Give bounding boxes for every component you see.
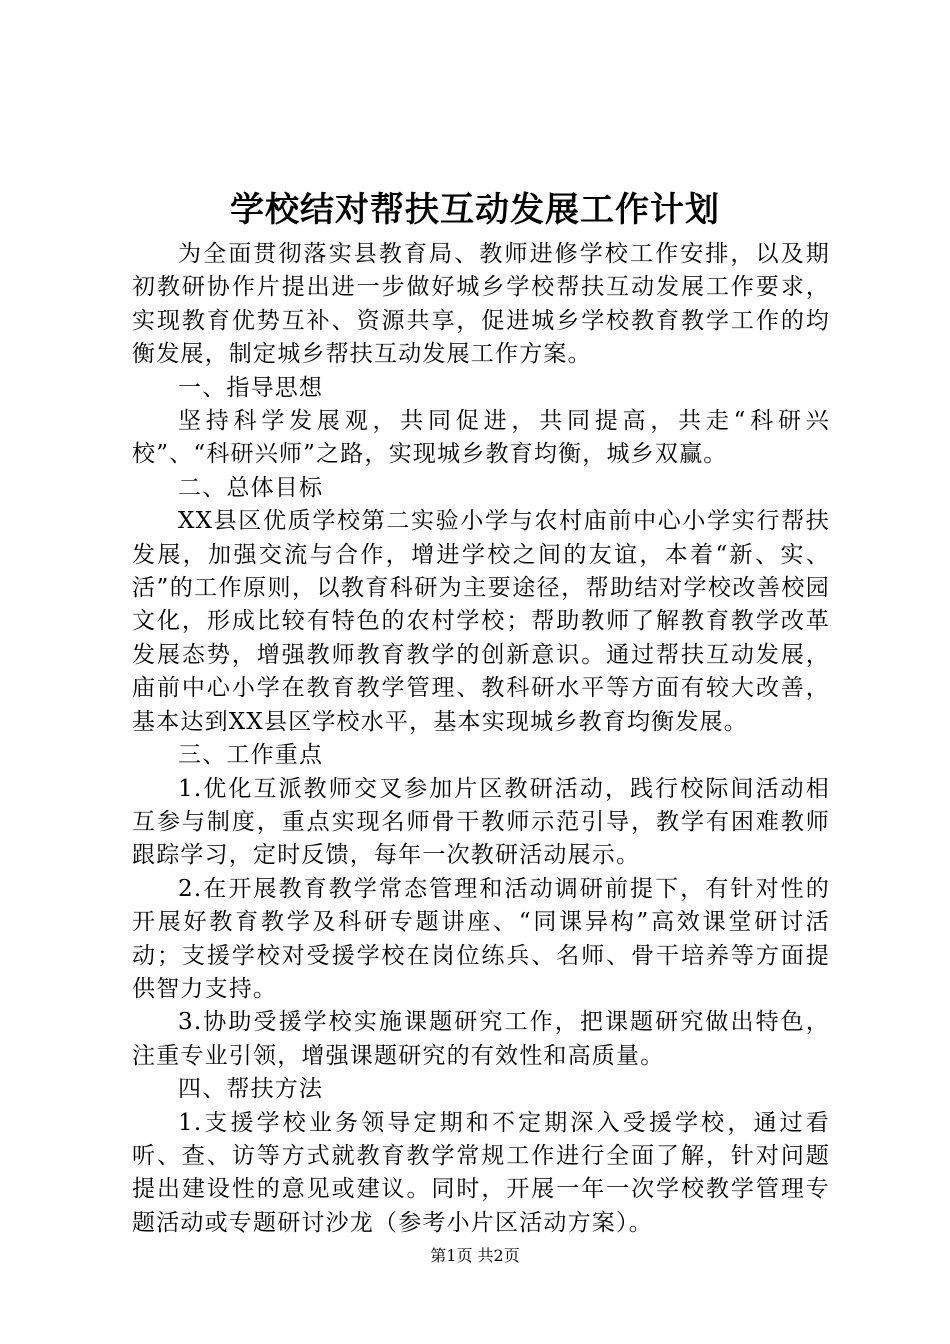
paragraph-work-focus-3: 3.协助受援学校实施课题研究工作，把课题研究做出特色，注重专业引领，增强课题研究的有效性和高质量。 <box>132 1009 830 1069</box>
paragraph-work-focus-1: 1.优化互派教师交叉参加片区教研活动，践行校际间活动相互参与制度，重点实现名师骨干教师示范引导，教学有困难教师跟踪学习，定时反馈，每年一次教研活动展示。 <box>132 775 830 869</box>
paragraph-guiding-thought: 坚持科学发展观，共同促进，共同提高，共走“科研兴校”、“科研兴师”之路，实现城乡教育均衡，城乡双赢。 <box>132 408 830 468</box>
paragraph-work-focus-2: 2.在开展教育教学常态管理和活动调研前提下，有针对性的开展好教育教学及科研专题讲座、“同课异构”高效课堂研讨活动；支援学校对受援学校在岗位练兵、名师、骨干培养等方面提供智力支持。 <box>132 875 830 1002</box>
document-body <box>132 238 830 1240</box>
paragraph-methods-1: 1.支援学校业务领导定期和不定期深入受援学校，通过看听、查、访等方式就教育教学常规工作进行全面了解，针对问题提出建设性的意见或建议。同时，开展一年一次学校教学管理专题活动或专题研讨沙龙（参考小片区活动方案）。 <box>132 1109 830 1236</box>
document-title: 学校结对帮扶互动发展工作计划 <box>230 190 720 230</box>
paragraph-intro: 为全面贯彻落实县教育局、教师进修学校工作安排，以及期初教研协作片提出进一步做好城乡学校帮扶互动发展工作要求，实现教育优势互补、资源共享，促进城乡学校教育教学工作的均衡发展，制定城乡帮扶互动发展工作方案。 <box>132 241 830 368</box>
paragraph-overall-goal: XX县区优质学校第二实验小学与农村庙前中心小学实行帮扶发展，加强交流与合作，增进学校之间的友谊，本着“新、实、活”的工作原则，以教育科研为主要途径，帮助结对学校改善校园文化，形成比较有特色的农村学校；帮助教师了解教育教学改革发展态势，增强教师教育教学的创新意识。通过帮扶互动发展，庙前中心小学在教育教学管理、教科研水平等方面有较大改善，基本达到XX县区学校水平，基本实现城乡教育均衡发展。 <box>132 508 830 735</box>
section-heading-overall-goal: 二、总体目标 <box>178 474 324 501</box>
page-footer: 第1页 共2页 <box>430 1246 520 1265</box>
section-heading-methods: 四、帮扶方法 <box>178 1076 324 1103</box>
section-heading-work-focus: 三、工作重点 <box>178 742 324 769</box>
section-heading-guiding-thought: 一、指导思想 <box>178 374 324 401</box>
